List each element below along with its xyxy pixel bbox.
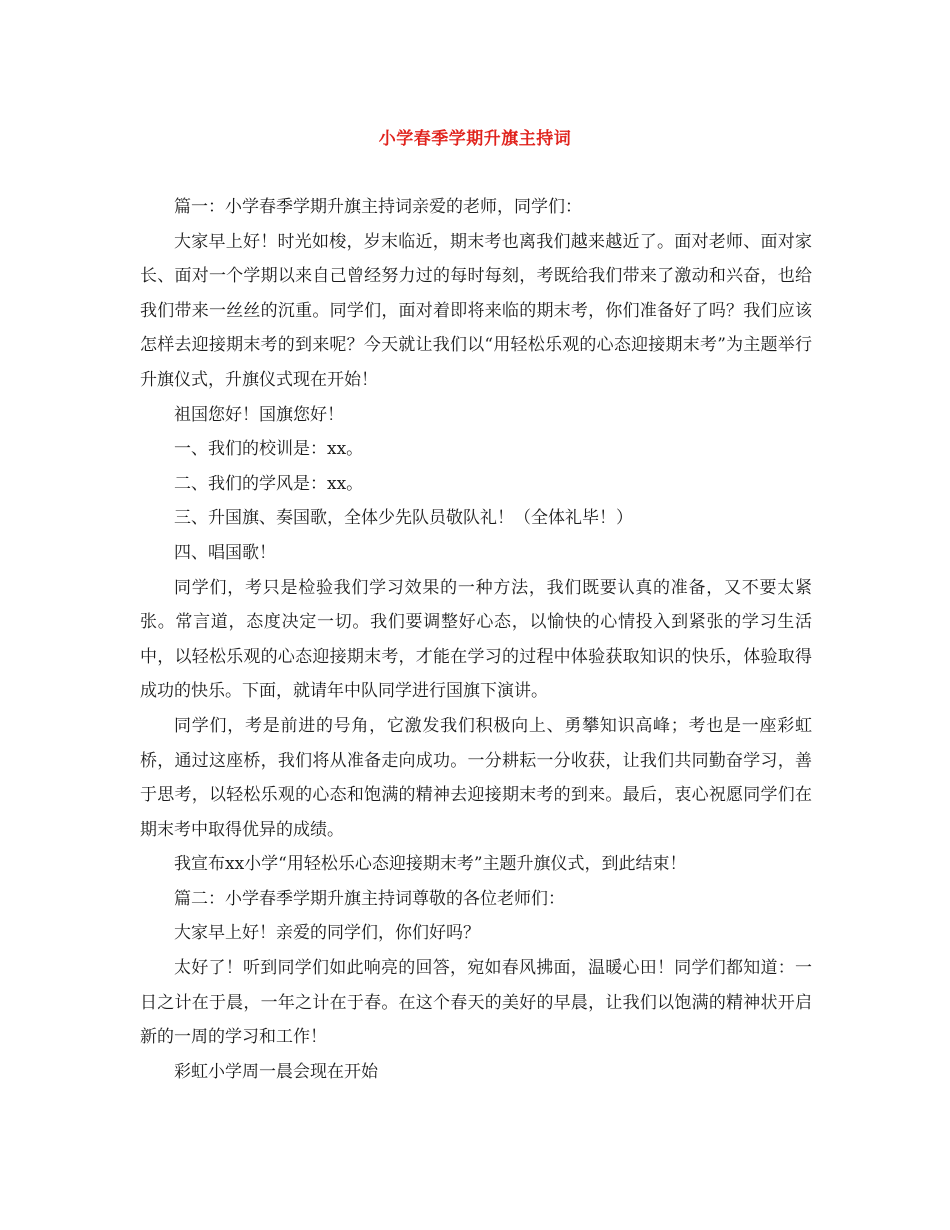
document-body [140,190,812,1089]
paragraph: 四、唱国歌！ [174,542,276,563]
paragraph: 二、我们的学风是：xx。 [174,473,364,494]
paragraph: 三、升国旗、奏国歌，全体少先队员敬队礼！（全体礼毕！） [174,508,633,529]
paragraph: 太好了！听到同学们如此响亮的回答，宛如春风拂面，温暖心田！同学们都知道：一日之计在于晨，一年之计在于春。在这个春天的美好的早晨，让我们以饱满的精神状开启新的一周的学习和工作！ [140,958,812,1048]
paragraph: 篇一：小学春季学期升旗主持词亲爱的老师，同学们： [174,197,582,217]
document-title: 小学春季学期升旗主持词 [378,129,572,149]
paragraph: 我宣布xx小学“用轻松乐心态迎接期末考”主题升旗仪式，到此结束！ [174,854,687,875]
paragraph: 篇二：小学春季学期升旗主持词尊敬的各位老师们： [174,888,565,909]
paragraph: 大家早上好！时光如梭，岁末临近，期末考也离我们越来越近了。面对老师、面对家长、面对一个学期以来自己曾经努力过的每时每刻，考既给我们带来了激动和兴奋，也给我们带来一丝丝的沉重。同学们，面对着即将来临的期末考，你们准备好了吗？我们应该怎样去迎接期末考的到来呢？今天就让我们以“用轻松乐观的心态迎接期末考”为主题举行升旗仪式，升旗仪式现在开始！ [140,231,812,390]
paragraph: 大家早上好！亲爱的同学们，你们好吗？ [174,923,480,944]
paragraph: 同学们，考只是检验我们学习效果的一种方法，我们既要认真的准备，又不要太紧张。常言道，态度决定一切。我们要调整好心态，以愉快的心情投入到紧张的学习生活中，以轻松乐观的心态迎接期末考，才能在学习的过程中体验获取知识的快乐，体验取得成功的快乐。下面，就请年中队同学进行国旗下演讲。 [140,577,812,702]
paragraph: 彩虹小学周一晨会现在开始 [174,1061,378,1082]
paragraph: 祖国您好！国旗您好！ [174,404,344,425]
paragraph: 一、我们的校训是：xx。 [174,439,364,460]
paragraph: 同学们，考是前进的号角，它激发我们积极向上、勇攀知识高峰；考也是一座彩虹桥，通过这座桥，我们将从准备走向成功。一分耕耘一分收获，让我们共同勤奋学习，善于思考，以轻松乐观的心态和饱满的精神去迎接期末考的到来。最后，衷心祝愿同学们在期末考中取得优异的成绩。 [140,715,812,840]
